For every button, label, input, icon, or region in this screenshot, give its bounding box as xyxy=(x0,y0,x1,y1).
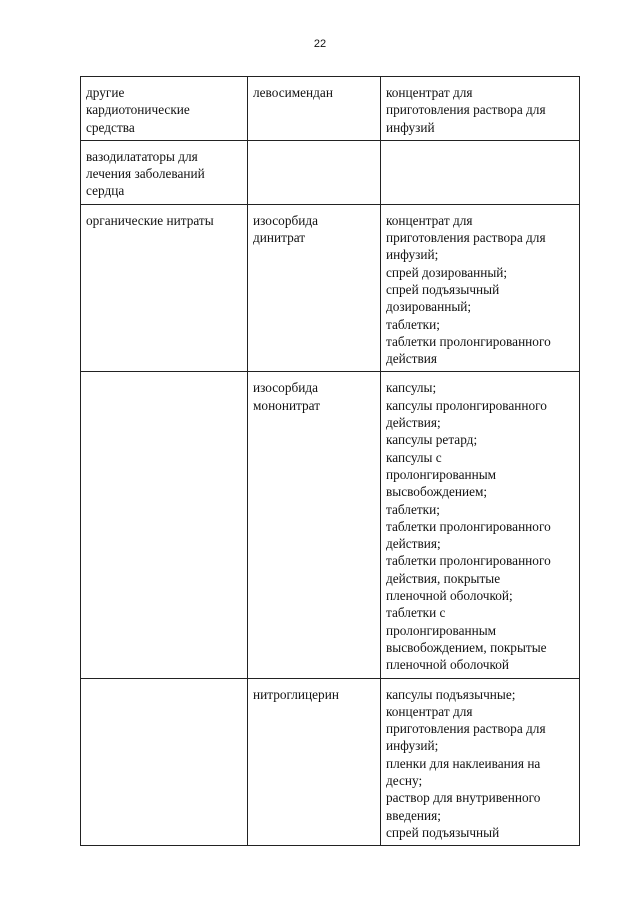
active-substance-cell xyxy=(248,77,381,141)
cell-text-line: изосорбида xyxy=(253,380,319,396)
cell-text-line: сердца xyxy=(86,183,125,199)
cell-text-line: концентрат для xyxy=(386,85,473,100)
table-row xyxy=(81,678,580,846)
cell-text-line: капсулы подъязычные; xyxy=(386,686,516,702)
table-row xyxy=(81,140,580,204)
cell-text-line: введения; xyxy=(386,807,441,823)
drug-table xyxy=(80,76,580,846)
cell-text-line: капсулы; xyxy=(386,380,437,396)
cell-text-line: пленочной оболочкой; xyxy=(386,588,513,604)
cell-text-line: раствор для внутривенного xyxy=(386,790,541,806)
cell-text-line: динитрат xyxy=(253,230,306,246)
page-number: 22 xyxy=(313,38,327,50)
table-body xyxy=(81,77,580,846)
cell-text-line: высвобождением; xyxy=(386,484,488,500)
cell-text-line: десну; xyxy=(386,772,423,788)
active-substance-cell xyxy=(248,372,381,678)
table-row xyxy=(81,77,580,141)
table-row xyxy=(81,204,580,372)
cell-text-line: таблетки пролонгированного xyxy=(386,553,551,569)
dosage-forms-cell xyxy=(381,77,580,141)
cell-text-line: капсулы ретард; xyxy=(386,432,478,448)
cell-text-line: концентрат для xyxy=(386,703,473,719)
cell-text-line: высвобождением, покрытые xyxy=(386,639,547,655)
pharmacological-group-cell xyxy=(81,140,248,204)
cell-text-line: приготовления раствора для xyxy=(386,721,546,737)
cell-text-line: пролонгированным xyxy=(386,622,497,638)
cell-text-line: инфузий xyxy=(386,119,435,135)
cell-text-line: пленки для наклеивания на xyxy=(386,755,541,771)
dosage-forms-cell xyxy=(381,140,580,204)
cell-text-line: таблетки; xyxy=(386,501,440,517)
cell-text-line: мононитрат xyxy=(253,397,321,413)
cell-text-line: капсулы пролонгированного xyxy=(386,397,547,413)
cell-text-line: спрей подъязычный xyxy=(386,824,500,840)
cell-text-line: таблетки пролонгированного xyxy=(386,333,551,349)
pharmacological-group-cell xyxy=(81,77,248,141)
dosage-forms-cell xyxy=(381,372,580,678)
cell-text-line: нитроглицерин xyxy=(253,686,339,702)
pharmacological-group-cell xyxy=(81,204,248,372)
dosage-forms-cell xyxy=(381,678,580,846)
dosage-forms-cell xyxy=(381,204,580,372)
cell-text-line: изосорбида xyxy=(253,212,319,228)
cell-text-line: дозированный; xyxy=(386,299,472,315)
cell-text-line: капсулы с xyxy=(386,449,442,465)
cell-text-line: действия xyxy=(386,351,438,367)
cell-text-line: вазодилататоры для xyxy=(86,148,198,164)
cell-text-line: действия; xyxy=(386,415,441,431)
cell-text-line: таблетки с xyxy=(386,605,446,621)
cell-text-line: средства xyxy=(86,119,135,135)
cell-text-line: инфузий; xyxy=(386,738,439,754)
table-row xyxy=(81,372,580,678)
active-substance-cell xyxy=(248,204,381,372)
cell-text-line: пленочной оболочкой xyxy=(386,657,510,673)
active-substance-cell xyxy=(248,140,381,204)
cell-text-line: другие xyxy=(86,85,125,100)
cell-text-line: инфузий; xyxy=(386,247,439,263)
cell-text-line: спрей дозированный; xyxy=(386,264,508,280)
cell-text-line: таблетки; xyxy=(386,316,440,332)
cell-text-line: приготовления раствора для xyxy=(386,102,546,118)
pharmacological-group-cell xyxy=(81,372,248,678)
cell-text-line: приготовления раствора для xyxy=(386,230,546,246)
cell-text-line: органические нитраты xyxy=(86,212,214,228)
cell-text-line: концентрат для xyxy=(386,212,473,228)
pharmacological-group-cell xyxy=(81,678,248,846)
cell-text-line: лечения заболеваний xyxy=(86,166,205,182)
cell-text-line: пролонгированным xyxy=(386,466,497,482)
cell-text-line: левосимендан xyxy=(253,85,333,100)
cell-text-line: спрей подъязычный xyxy=(386,281,500,297)
cell-text-line: действия; xyxy=(386,536,441,552)
cell-text-line: действия, покрытые xyxy=(386,570,501,586)
cell-text-line: таблетки пролонгированного xyxy=(386,518,551,534)
cell-text-line: кардиотонические xyxy=(86,102,190,118)
active-substance-cell xyxy=(248,678,381,846)
